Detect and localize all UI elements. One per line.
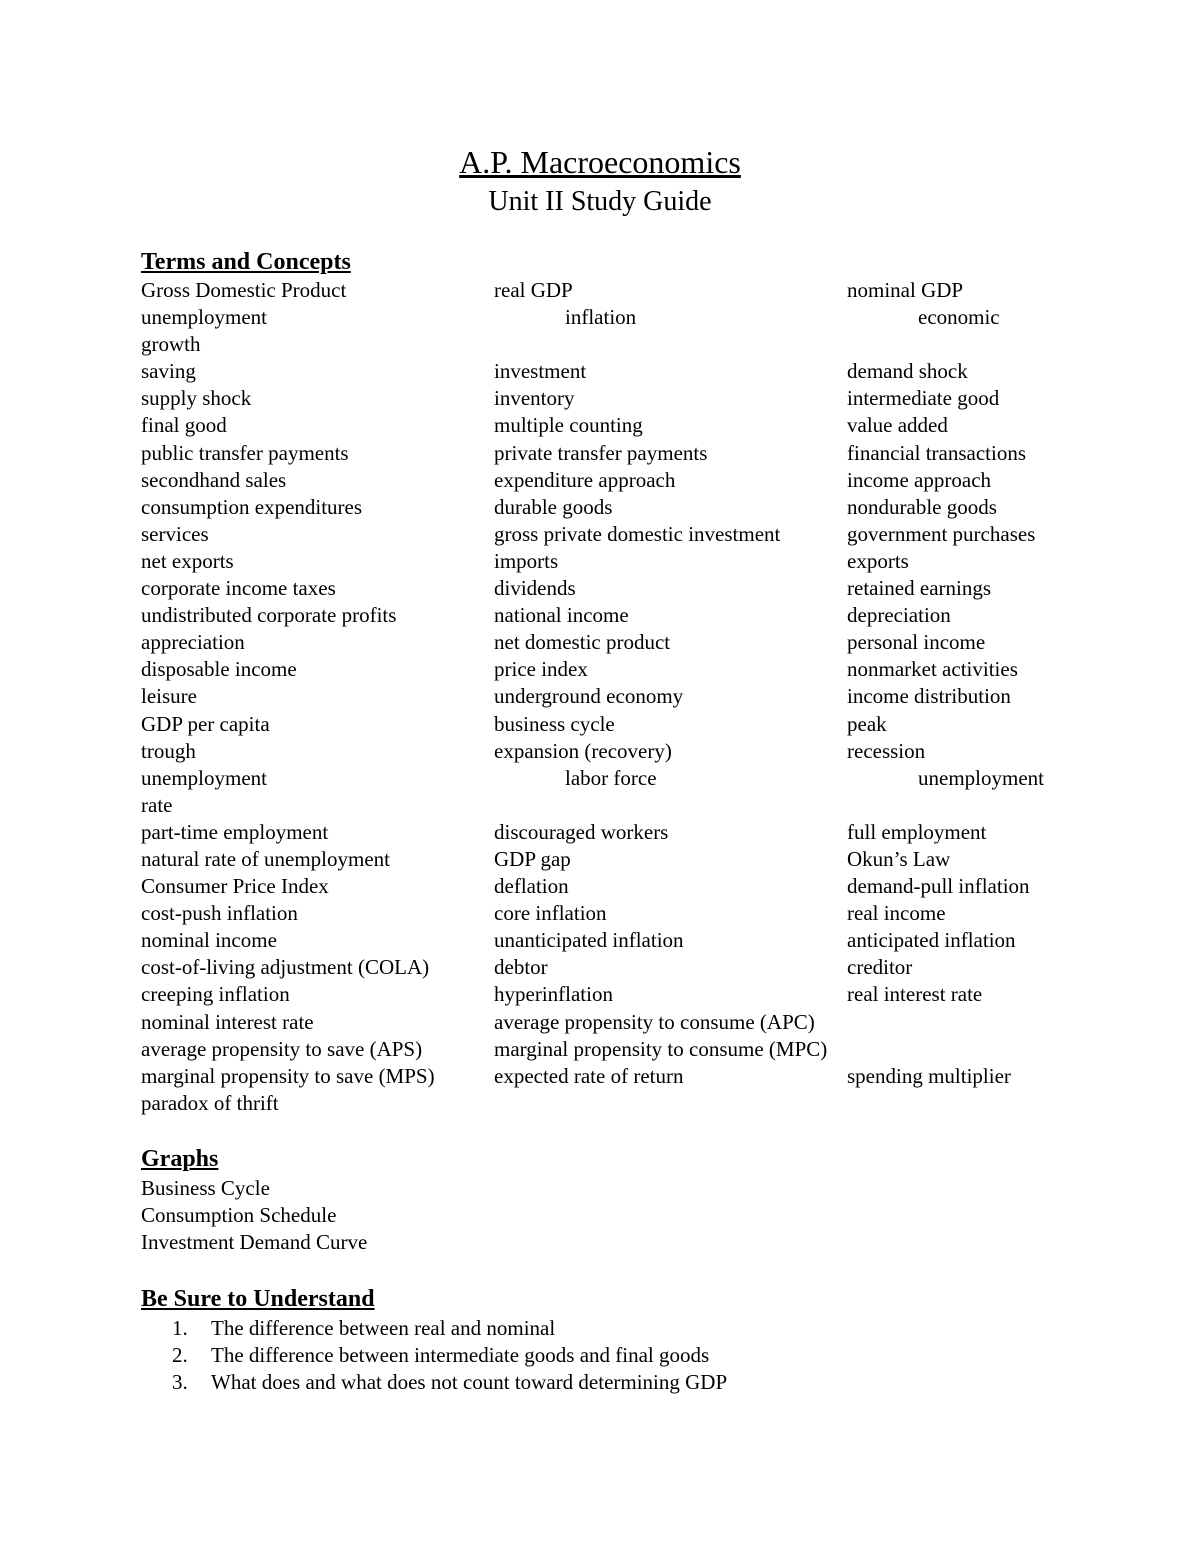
terms-row [141,331,1101,358]
terms-row [141,765,1101,792]
terms-row [141,467,1101,494]
list-item: Business Cycle [141,1176,270,1200]
list-number: 2. [172,1343,188,1367]
term: unemployment [141,765,267,790]
term: depreciation [847,603,951,628]
term: income approach [847,467,992,492]
term: supply shock [141,386,252,411]
term: growth [141,332,201,357]
term: multiple counting [494,413,643,438]
term: durable goods [494,494,613,519]
terms-row [141,927,1101,954]
terms-row [141,1009,1101,1036]
terms-row [141,1063,1101,1090]
terms-row [141,358,1101,385]
term: core inflation [494,901,607,926]
term: paradox of thrift [141,1090,279,1115]
term: national income [494,603,629,628]
term: GDP gap [494,846,571,871]
terms-row [141,521,1101,548]
terms-row [141,819,1101,846]
term: unemployment [141,305,267,330]
term: net domestic product [494,630,671,655]
term: nondurable goods [847,494,997,519]
term: debtor [494,955,548,980]
terms-row [141,900,1101,927]
terms-grid [141,277,1101,1117]
term: personal income [847,630,986,655]
term: economic [918,305,1000,330]
term: unanticipated inflation [494,928,684,953]
term: public transfer payments [141,440,349,465]
term: private transfer payments [494,440,708,465]
terms-row [141,548,1101,575]
page-subtitle: Unit II Study Guide [488,186,712,217]
term: inventory [494,386,575,411]
terms-row [141,738,1101,765]
terms-row [141,1090,1101,1117]
term: real interest rate [847,982,983,1007]
term: average propensity to save (APS) [141,1036,423,1061]
term: final good [141,413,227,438]
terms-row [141,602,1101,629]
term: saving [141,359,196,384]
term: real GDP [494,278,573,302]
terms-row [141,954,1101,981]
term: demand-pull inflation [847,874,1030,899]
terms-row [141,656,1101,683]
term: Okun’s Law [847,846,951,871]
term: peak [847,711,887,736]
terms-row [141,1036,1101,1063]
terms-row [141,792,1101,819]
term: value added [847,413,948,438]
term: inflation [565,305,637,330]
term: nominal GDP [847,278,964,302]
list-text: The difference between real and nominal [211,1316,556,1340]
terms-row [141,629,1101,656]
terms-row [141,494,1101,521]
term: income distribution [847,684,1011,709]
term: natural rate of unemployment [141,846,390,871]
term: creeping inflation [141,982,290,1007]
terms-row [141,711,1101,738]
term: nominal interest rate [141,1009,314,1034]
page-title: A.P. Macroeconomics [459,144,741,180]
term: cost-push inflation [141,901,298,926]
terms-row [141,277,1101,304]
graphs-heading: Graphs [141,1146,219,1172]
term: expected rate of return [494,1063,684,1088]
term: recession [847,738,926,763]
term: business cycle [494,711,615,736]
graphs-list [141,1175,367,1256]
term: GDP per capita [141,711,270,736]
term: investment [494,359,587,384]
term: marginal propensity to consume (MPC) [494,1036,828,1061]
term: appreciation [141,630,245,655]
term: intermediate good [847,386,1000,411]
terms-row [141,575,1101,602]
term: price index [494,657,588,682]
terms-row [141,846,1101,873]
understand-heading: Be Sure to Understand [141,1286,375,1312]
terms-heading: Terms and Concepts [141,249,351,275]
term: discouraged workers [494,819,669,844]
term: average propensity to consume (APC) [494,1009,815,1034]
term: marginal propensity to save (MPS) [141,1063,435,1088]
terms-row [141,981,1101,1008]
term: secondhand sales [141,467,287,492]
term: hyperinflation [494,982,613,1007]
term: nominal income [141,928,277,953]
term: anticipated inflation [847,928,1016,953]
term: full employment [847,819,987,844]
term: underground economy [494,684,684,709]
term: exports [847,548,909,573]
list-number: 3. [172,1370,188,1394]
term: consumption expenditures [141,494,363,519]
term: rate [141,792,173,817]
term: disposable income [141,657,297,682]
list-text: What does and what does not count toward determining GDP [211,1370,728,1394]
term: services [141,521,209,546]
term: dividends [494,576,576,601]
terms-row [141,385,1101,412]
term: leisure [141,684,197,709]
list-item: Investment Demand Curve [141,1230,368,1254]
term: gross private domestic investment [494,521,781,546]
term: expenditure approach [494,467,676,492]
term: part-time employment [141,819,329,844]
term: nonmarket activities [847,657,1018,682]
term: creditor [847,955,913,980]
term: imports [494,548,559,573]
term: cost-of-living adjustment (COLA) [141,955,430,980]
term: undistributed corporate profits [141,603,397,628]
term: deflation [494,874,569,899]
term: Consumer Price Index [141,874,329,899]
term: labor force [565,765,657,790]
terms-row [141,873,1101,900]
list-item: Consumption Schedule [141,1203,337,1227]
terms-row [141,412,1101,439]
terms-row [141,683,1101,710]
term: government purchases [847,521,1036,546]
term: demand shock [847,359,968,384]
terms-row [141,440,1101,467]
list-number: 1. [172,1316,188,1340]
term: corporate income taxes [141,576,336,601]
terms-row [141,304,1101,331]
term: unemployment [918,765,1044,790]
term: Gross Domestic Product [141,278,347,302]
list-text: The difference between intermediate goods and final goods [211,1343,710,1367]
term: expansion (recovery) [494,738,672,763]
term: trough [141,738,196,763]
term: retained earnings [847,576,992,601]
term: financial transactions [847,440,1027,465]
term: real income [847,901,946,926]
term: spending multiplier [847,1063,1011,1088]
term: net exports [141,548,234,573]
